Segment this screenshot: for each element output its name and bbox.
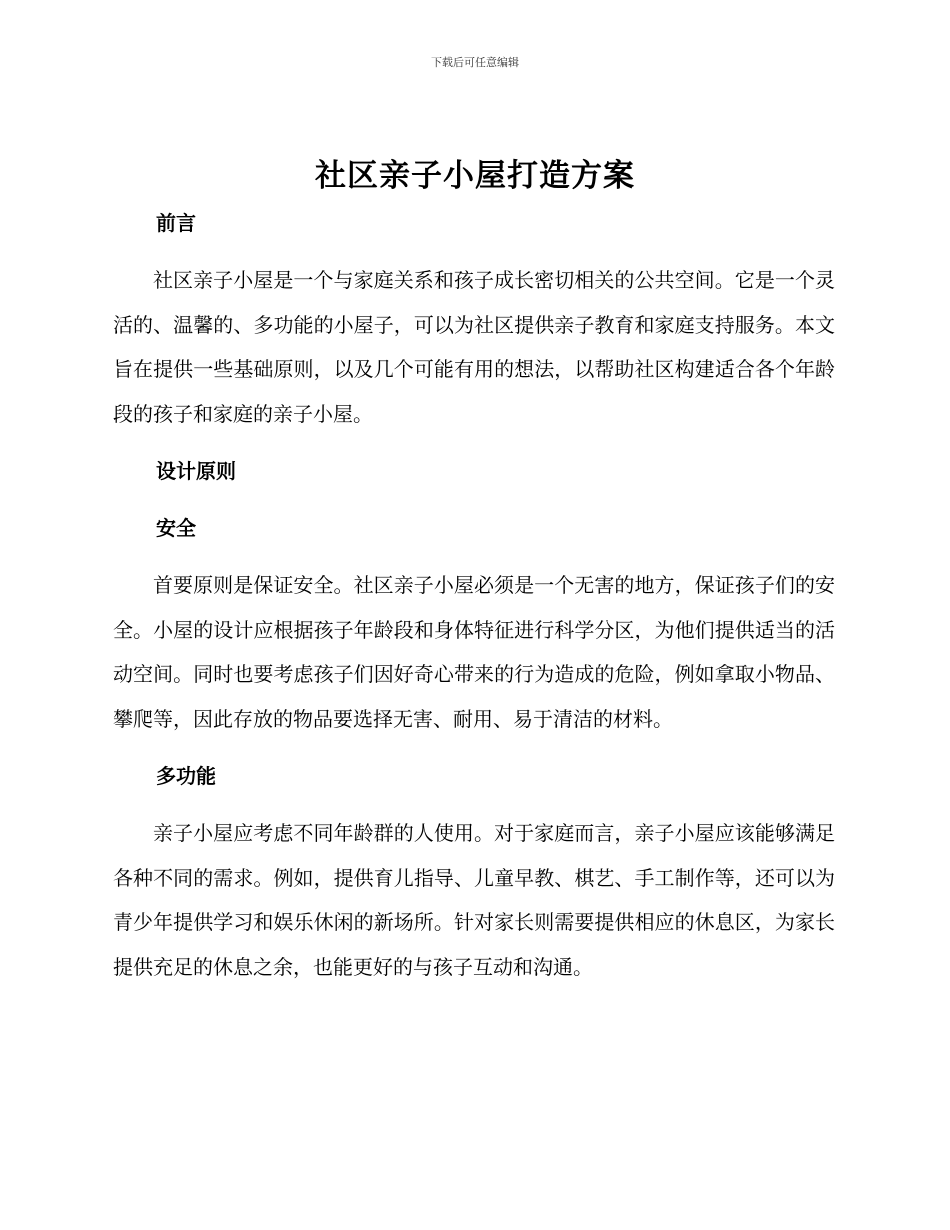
paragraph-safety: 首要原则是保证安全。社区亲子小屋必须是一个无害的地方，保证孩子们的安全。小屋的设计应根据孩子年龄段和身体特征进行科学分区，为他们提供适当的活动空间。同时也要考虑孩子们因好奇心带来的行为造成的危险，例如拿取小物品、攀爬等，因此存放的物品要选择无害、耐用、易于清洁的材料。: [113, 573, 835, 731]
page-header-note: 下载后可任意编辑: [431, 56, 519, 69]
paragraph-preface: 社区亲子小屋是一个与家庭关系和孩子成长密切相关的公共空间。它是一个灵活的、温馨的、多功能的小屋子，可以为社区提供亲子教育和家庭支持服务。本文旨在提供一些基础原则，以及几个可能有用的想法，以帮助社区构建适合各个年龄段的孩子和家庭的亲子小屋。: [113, 268, 835, 426]
paragraph-multifunction: 亲子小屋应考虑不同年龄群的人使用。对于家庭而言，亲子小屋应该能够满足各种不同的需求。例如，提供育儿指导、儿童早教、棋艺、手工制作等，还可以为青少年提供学习和娱乐休闲的新场所。针对家长则需要提供相应的休息区，为家长提供充足的休息之余，也能更好的与孩子互动和沟通。: [113, 821, 835, 979]
document-title: 社区亲子小屋打造方案: [315, 158, 635, 194]
section-heading-design-principles: 设计原则: [156, 459, 236, 483]
section-heading-preface: 前言: [156, 211, 196, 235]
subsection-heading-safety: 安全: [156, 516, 196, 540]
document-body: [113, 201, 835, 989]
subsection-heading-multifunction: 多功能: [156, 764, 216, 788]
